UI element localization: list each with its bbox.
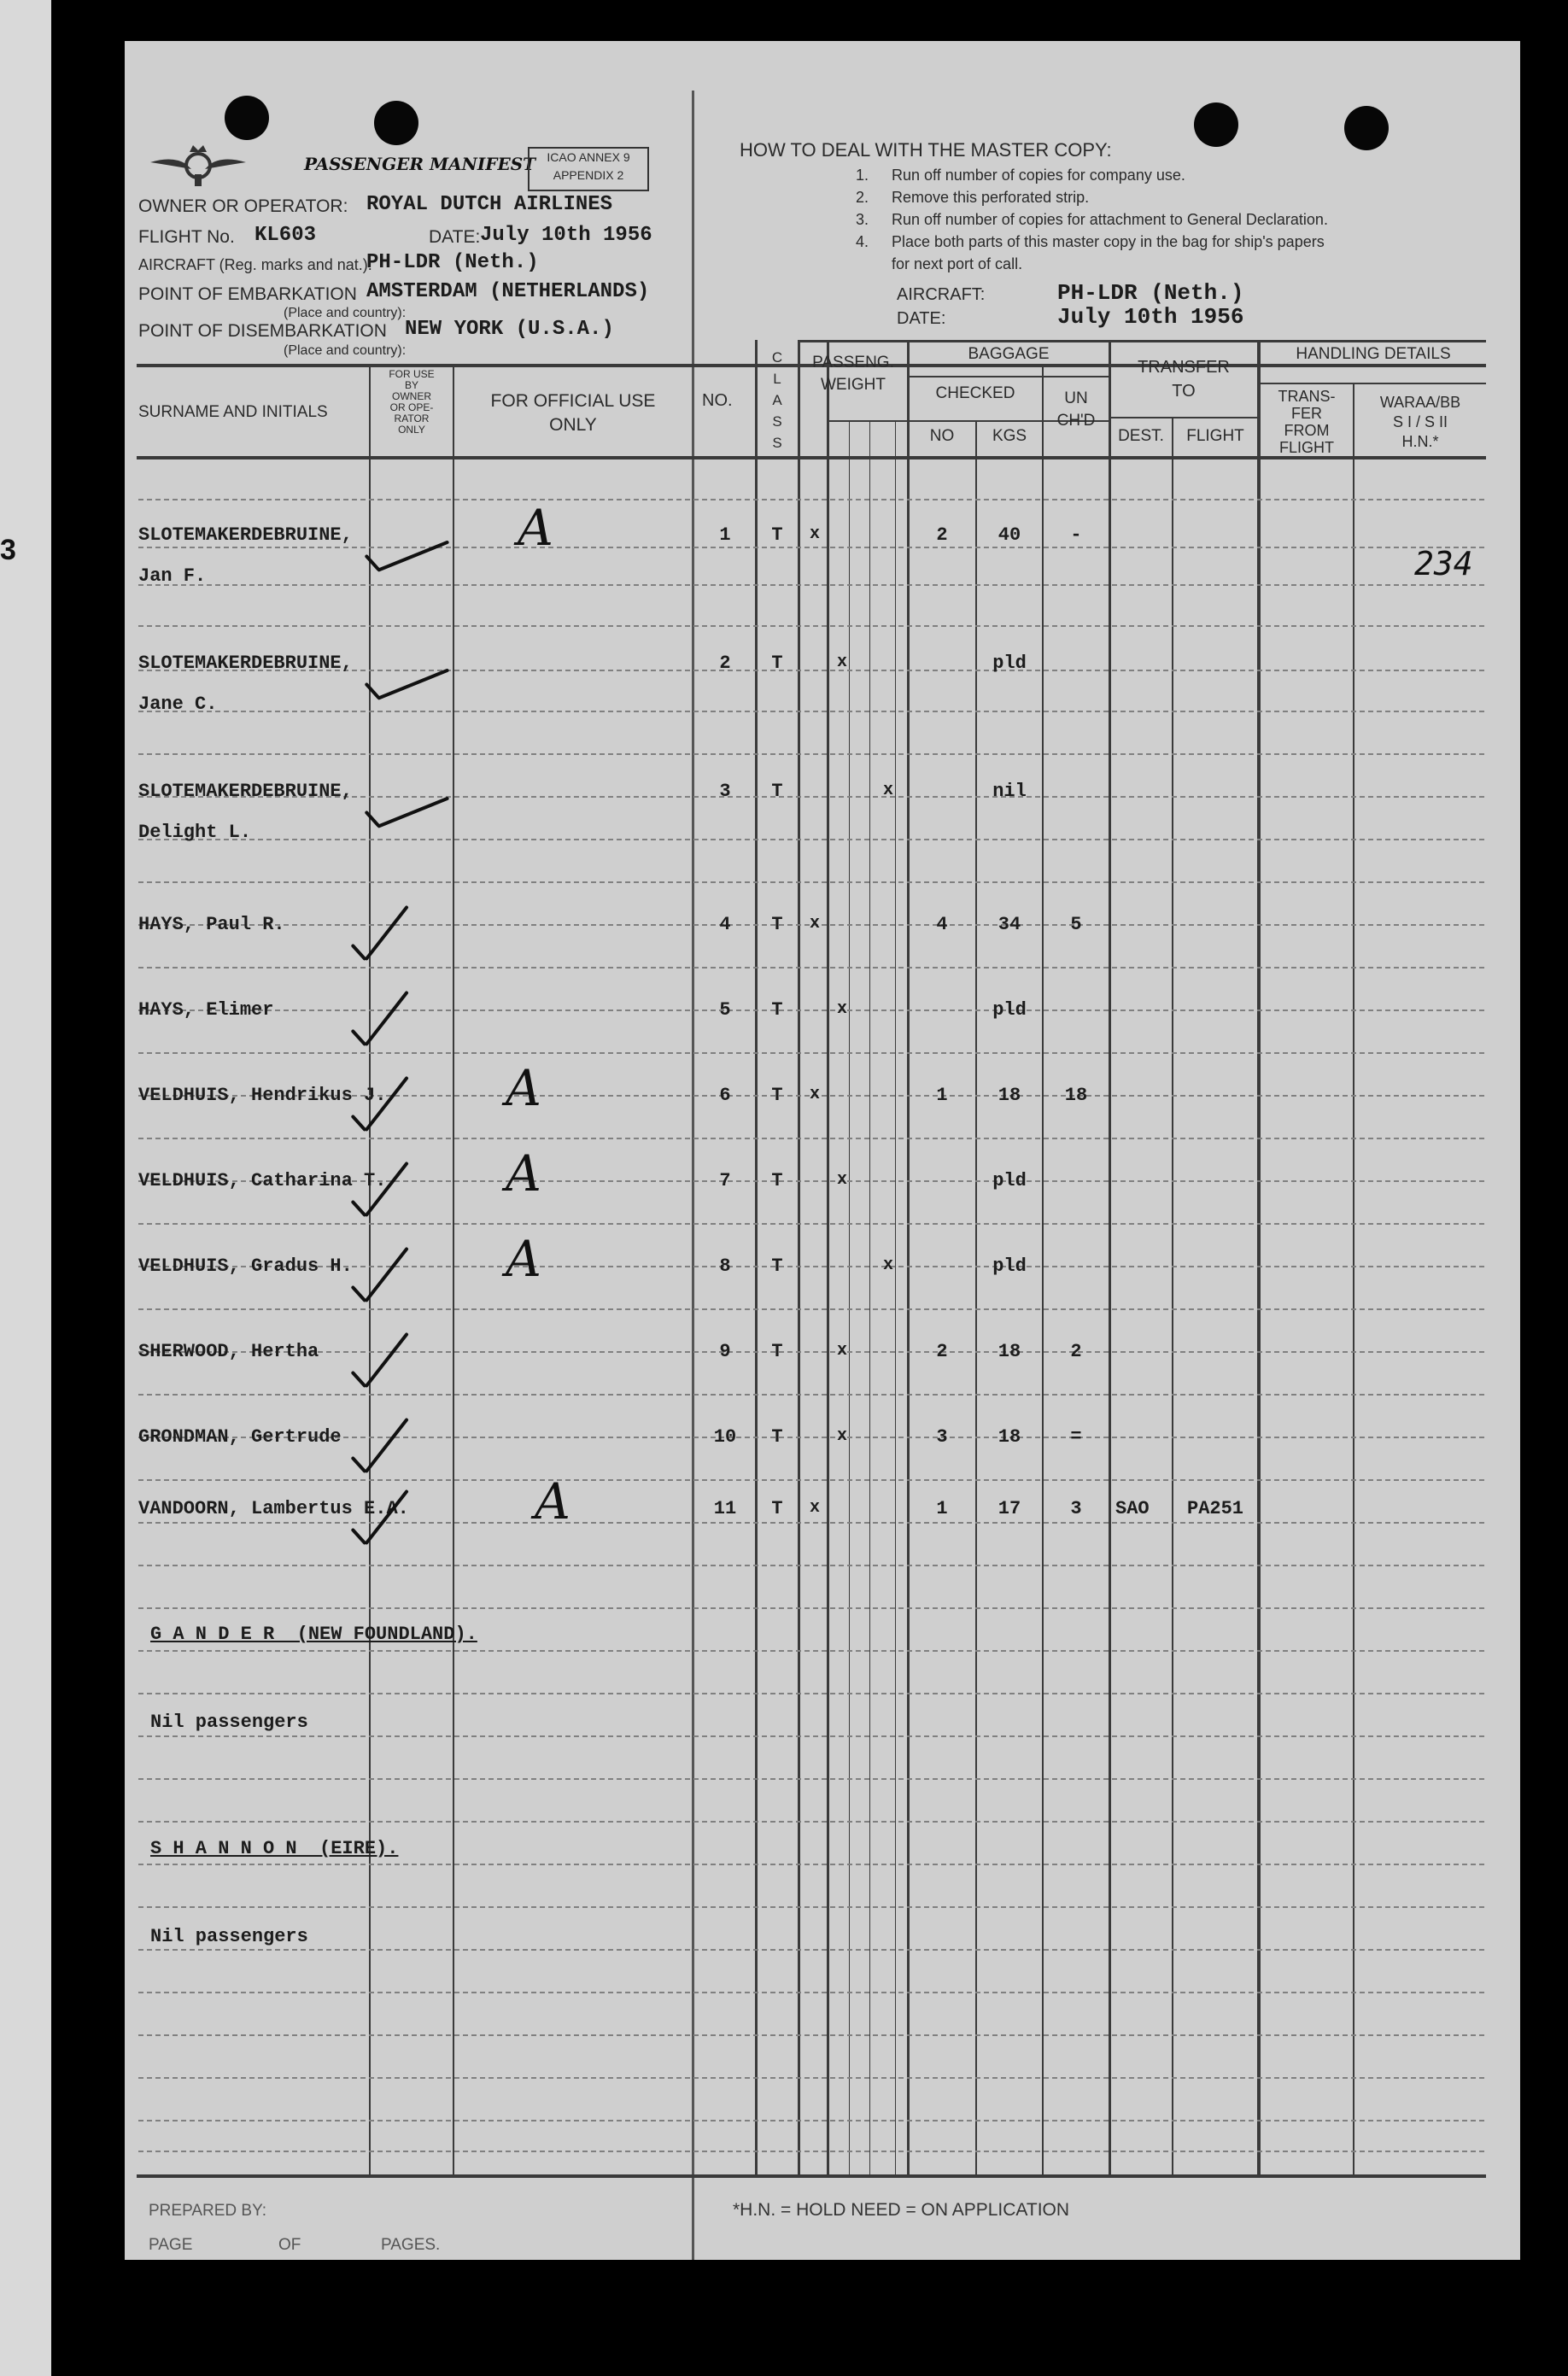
subheader-line xyxy=(1257,383,1486,384)
col-line xyxy=(798,340,800,2176)
col-line xyxy=(1172,417,1173,2176)
passenger-name: VELDHUIS, Catharina T. xyxy=(138,1170,387,1191)
col-kgs: KGS xyxy=(992,427,1027,445)
col-line xyxy=(869,420,870,2176)
col-waraa xyxy=(1354,393,1486,452)
col-class-letter: C xyxy=(771,349,783,366)
icao-line-1: ICAO ANNEX 9 xyxy=(547,150,630,164)
bag-kgs: pld xyxy=(992,999,1027,1021)
stop-gander-note: Nil passengers xyxy=(150,1712,308,1733)
bag-kgs: 17 xyxy=(998,1498,1021,1519)
passenger-class: T xyxy=(771,1255,783,1277)
col-unchd-line: CH'D xyxy=(1056,412,1096,430)
col-line xyxy=(755,340,758,2176)
col-official xyxy=(454,389,692,437)
passenger-no: 8 xyxy=(719,1255,731,1277)
col-unchd-line: UN xyxy=(1064,389,1088,407)
stop-gander: G A N D E R (NEW FOUNDLAND). xyxy=(150,1624,477,1645)
passenger-class: T xyxy=(771,1170,783,1191)
passenger-weight-mark: x xyxy=(810,1498,821,1518)
passenger-name: SLOTEMAKERDEBRUINE, xyxy=(138,653,353,674)
check-stroke-icon xyxy=(364,1332,408,1389)
passenger-weight-mark: x xyxy=(883,781,894,800)
passenger-class: T xyxy=(771,1426,783,1448)
left-margin-strip xyxy=(0,0,51,2376)
col-dest: DEST. xyxy=(1118,427,1164,445)
col-class-letter: A xyxy=(772,392,782,408)
row-guide xyxy=(138,2120,1484,2121)
row-guide xyxy=(138,499,1484,500)
row-guide xyxy=(138,1650,1484,1652)
punch-hole-icon xyxy=(1344,106,1389,150)
col-transfer-line: TRANSFER xyxy=(1138,358,1230,377)
check-stroke-icon xyxy=(364,1247,408,1303)
row-guide xyxy=(138,1735,1484,1737)
subheader-line xyxy=(1109,417,1257,418)
row-guide xyxy=(138,1821,1484,1823)
bag-kgs: 34 xyxy=(998,914,1021,935)
row-guide xyxy=(138,1864,1484,1865)
hold-need-note: *H.N. = HOLD NEED = ON APPLICATION xyxy=(733,2200,1070,2220)
instr-date-value: July 10th 1956 xyxy=(1057,304,1244,330)
passenger-no: 10 xyxy=(713,1426,737,1448)
row-guide xyxy=(138,625,1484,627)
passenger-class: T xyxy=(771,524,783,546)
row-guide xyxy=(138,967,1484,969)
row-guide xyxy=(138,2151,1484,2152)
bag-kgs: pld xyxy=(992,1170,1027,1191)
col-waraa-line: WARAA/BB xyxy=(1379,394,1461,411)
klm-crown-logo-icon xyxy=(147,143,249,190)
col-transfer-from-line: FER xyxy=(1291,405,1322,422)
passenger-weight-mark: x xyxy=(810,1085,821,1104)
bag-count: 1 xyxy=(936,1498,948,1519)
stop-shannon-note: Nil passengers xyxy=(150,1926,308,1947)
col-line xyxy=(827,340,829,2176)
col-line xyxy=(1109,340,1111,2176)
date-value: July 10th 1956 xyxy=(480,224,652,247)
instr-aircraft-label: AIRCRAFT: xyxy=(897,285,986,304)
icao-box xyxy=(528,147,649,191)
bag-count: 1 xyxy=(936,1085,948,1106)
col-line xyxy=(1042,366,1044,2176)
row-guide xyxy=(138,1308,1484,1310)
col-line xyxy=(849,420,850,2176)
flight-value: KL603 xyxy=(255,224,317,247)
bag-unchecked: - xyxy=(1070,524,1082,546)
date-label: DATE: xyxy=(429,227,481,247)
instruction-item: 1. Run off number of copies for company use. xyxy=(856,167,1185,184)
col-transfer-from xyxy=(1261,388,1353,456)
bag-count: 2 xyxy=(936,1341,948,1362)
row-guide xyxy=(138,1351,1484,1353)
col-bag-no: NO xyxy=(929,427,955,445)
col-owner-use-line: OR OPE- xyxy=(389,401,434,413)
row-guide xyxy=(138,1522,1484,1524)
bag-kgs: pld xyxy=(992,1255,1027,1277)
transfer-flight: PA251 xyxy=(1187,1498,1244,1519)
col-class-letter: L xyxy=(773,371,781,387)
bag-count: 3 xyxy=(936,1426,948,1448)
passenger-name: GRONDMAN, Gertrude xyxy=(138,1426,342,1448)
bag-count: 4 xyxy=(936,914,948,935)
passenger-weight-mark: x xyxy=(837,653,848,672)
col-line xyxy=(907,340,910,2176)
owner-label: OWNER OR OPERATOR: xyxy=(138,196,348,216)
col-official-line: ONLY xyxy=(549,415,597,435)
passenger-name: SLOTEMAKERDEBRUINE, xyxy=(138,524,353,546)
passenger-name: SHERWOOD, Hertha xyxy=(138,1341,319,1362)
table-bottom-line xyxy=(137,2174,1486,2178)
col-waraa-line: H.N.* xyxy=(1401,433,1439,450)
passenger-weight-mark: x xyxy=(883,1255,894,1275)
col-checked: CHECKED xyxy=(935,384,1015,402)
instr-aircraft-value: PH-LDR (Neth.) xyxy=(1057,280,1244,306)
passenger-initials: Jan F. xyxy=(138,565,207,587)
transfer-dest: SAO xyxy=(1115,1498,1150,1519)
col-transfer-line: TO xyxy=(1172,382,1196,401)
bag-unchecked: 3 xyxy=(1070,1498,1082,1519)
passenger-class: T xyxy=(771,1085,783,1106)
col-owner-use xyxy=(371,369,453,436)
disembarkation-value: NEW YORK (U.S.A.) xyxy=(405,318,614,341)
instruction-item: for next port of call. xyxy=(892,255,1023,272)
col-transfer-from-line: FROM xyxy=(1284,422,1330,439)
row-guide xyxy=(138,547,1484,548)
row-guide xyxy=(138,1565,1484,1566)
handwritten-mark: A xyxy=(535,1472,570,1530)
passenger-no: 4 xyxy=(719,914,731,935)
col-passeng-line: WEIGHT xyxy=(821,376,886,394)
passenger-no: 7 xyxy=(719,1170,731,1191)
bag-unchecked: 18 xyxy=(1064,1085,1088,1106)
row-guide xyxy=(138,1607,1484,1609)
row-guide xyxy=(138,1693,1484,1694)
instr-date-label: DATE: xyxy=(897,309,946,328)
passenger-initials: Delight L. xyxy=(138,822,252,843)
passenger-class: T xyxy=(771,1498,783,1519)
table-header-bottom-line xyxy=(137,456,1486,459)
col-transfer xyxy=(1110,355,1257,403)
col-official-line: FOR OFFICIAL USE xyxy=(490,391,656,411)
passenger-name: HAYS, Elimer xyxy=(138,999,274,1021)
passenger-no: 3 xyxy=(719,781,731,802)
passenger-weight-mark: x xyxy=(837,999,848,1019)
footer-of: OF xyxy=(278,2236,301,2254)
passenger-class: T xyxy=(771,999,783,1021)
col-owner-use-line: OWNER xyxy=(392,390,431,402)
disembarkation-hint: (Place and country): xyxy=(284,343,407,358)
punch-hole-icon xyxy=(225,96,269,140)
passenger-class: T xyxy=(771,914,783,935)
row-guide xyxy=(138,1479,1484,1481)
prepared-by: PREPARED BY: xyxy=(149,2202,266,2220)
row-guide xyxy=(138,584,1484,586)
row-guide xyxy=(138,1394,1484,1396)
bag-unchecked: 2 xyxy=(1070,1341,1082,1362)
row-guide xyxy=(138,2077,1484,2079)
handwritten-mark: A xyxy=(506,1059,541,1117)
col-passeng-weight xyxy=(799,352,907,396)
check-stroke-icon xyxy=(364,1418,408,1474)
col-line xyxy=(895,420,896,2176)
passenger-weight-mark: x xyxy=(810,914,821,933)
passenger-weight-mark: x xyxy=(837,1426,848,1446)
embarkation-value: AMSTERDAM (NETHERLANDS) xyxy=(366,280,650,303)
punch-hole-icon xyxy=(1194,102,1238,147)
flight-label: FLIGHT No. xyxy=(138,227,235,247)
col-handling: HANDLING DETAILS xyxy=(1296,345,1451,363)
stop-shannon: S H A N N O N (EIRE). xyxy=(150,1838,399,1859)
passenger-weight-mark: x xyxy=(810,524,821,544)
col-owner-use-line: ONLY xyxy=(398,424,425,436)
col-waraa-line: S I / S II xyxy=(1392,413,1448,430)
subheader-line xyxy=(907,376,1109,377)
bag-kgs: 40 xyxy=(998,524,1021,546)
disembarkation-label: POINT OF DISEMBARKATION xyxy=(138,321,387,341)
bag-unchecked: = xyxy=(1070,1426,1082,1448)
passenger-weight-mark: x xyxy=(837,1341,848,1361)
instructions-list xyxy=(856,164,1328,275)
col-line xyxy=(453,364,454,2174)
passenger-initials: Jane C. xyxy=(138,693,218,715)
page-number: 234 xyxy=(1414,545,1473,582)
passenger-class: T xyxy=(771,781,783,802)
col-transfer-from-line: FLIGHT xyxy=(1278,439,1334,456)
passenger-name: SLOTEMAKERDEBRUINE, xyxy=(138,781,353,802)
bag-kgs: nil xyxy=(992,781,1027,802)
instruction-item: 3. Run off number of copies for attachment to General Declaration. xyxy=(856,211,1328,228)
aircraft-value: PH-LDR (Neth.) xyxy=(366,251,539,274)
col-class xyxy=(758,347,796,454)
manifest-sheet xyxy=(125,41,1520,2260)
handwritten-mark: A xyxy=(506,1144,541,1203)
col-no: NO. xyxy=(702,391,733,410)
col-transfer-from-line: TRANS- xyxy=(1278,388,1336,405)
handwritten-mark: A xyxy=(518,499,553,557)
aircraft-label: AIRCRAFT (Reg. marks and nat.): xyxy=(138,256,372,273)
instruction-item: 2. Remove this perforated strip. xyxy=(856,189,1090,206)
row-guide xyxy=(138,881,1484,883)
passenger-name: HAYS, Paul R. xyxy=(138,914,285,935)
row-guide xyxy=(138,1138,1484,1139)
passenger-no: 6 xyxy=(719,1085,731,1106)
row-guide xyxy=(138,1010,1484,1011)
col-owner-use-line: RATOR xyxy=(394,413,430,424)
row-guide xyxy=(138,1052,1484,1054)
passenger-no: 9 xyxy=(719,1341,731,1362)
embarkation-hint: (Place and country): xyxy=(284,306,407,320)
instructions-title: HOW TO DEAL WITH THE MASTER COPY: xyxy=(740,139,1112,161)
footer-page: PAGE xyxy=(149,2236,193,2254)
passenger-class: T xyxy=(771,1341,783,1362)
passenger-name: VANDOORN, Lambertus E.A. xyxy=(138,1498,409,1519)
edge-mark: 3 xyxy=(0,534,16,566)
row-guide xyxy=(138,1223,1484,1225)
col-owner-use-line: FOR USE xyxy=(389,368,435,380)
owner-value: ROYAL DUTCH AIRLINES xyxy=(366,193,613,216)
check-stroke-icon xyxy=(377,540,449,571)
row-guide xyxy=(138,839,1484,840)
row-guide xyxy=(138,1949,1484,1951)
col-line xyxy=(975,420,977,2176)
punch-hole-icon xyxy=(374,101,418,145)
col-class-letter: S xyxy=(772,413,782,430)
col-passeng-line: PASSENG. xyxy=(812,354,894,372)
row-guide xyxy=(138,753,1484,755)
icao-line-2: APPENDIX 2 xyxy=(553,168,624,182)
col-class-letter: S xyxy=(772,435,782,451)
header-divider xyxy=(692,91,694,2260)
row-guide xyxy=(138,1778,1484,1780)
passenger-no: 11 xyxy=(713,1498,737,1519)
col-unchd xyxy=(1044,388,1109,432)
instruction-item: 4. Place both parts of this master copy in the bag for ship's papers xyxy=(856,233,1325,250)
manifest-title: PASSENGER MANIFEST xyxy=(304,154,536,174)
row-guide xyxy=(138,1906,1484,1908)
check-stroke-icon xyxy=(377,796,449,828)
passenger-weight-mark: x xyxy=(837,1170,848,1190)
col-baggage: BAGGAGE xyxy=(968,345,1050,363)
bag-kgs: pld xyxy=(992,653,1027,674)
bag-unchecked: 5 xyxy=(1070,914,1082,935)
check-stroke-icon xyxy=(364,991,408,1047)
row-guide xyxy=(138,1992,1484,1993)
handwritten-mark: A xyxy=(506,1230,541,1288)
passenger-class: T xyxy=(771,653,783,674)
passenger-name: VELDHUIS, Gradus H. xyxy=(138,1255,353,1277)
check-stroke-icon xyxy=(377,668,449,699)
bag-count: 2 xyxy=(936,524,948,546)
col-surname: SURNAME AND INITIALS xyxy=(138,403,328,421)
embarkation-label: POINT OF EMBARKATION xyxy=(138,284,357,304)
row-guide xyxy=(138,2034,1484,2036)
row-guide xyxy=(138,711,1484,712)
passenger-no: 1 xyxy=(719,524,731,546)
subheader-line xyxy=(798,340,1486,342)
footer-pages: PAGES. xyxy=(381,2236,441,2254)
passenger-no: 5 xyxy=(719,999,731,1021)
check-stroke-icon xyxy=(364,905,408,962)
bag-kgs: 18 xyxy=(998,1426,1021,1448)
bag-kgs: 18 xyxy=(998,1085,1021,1106)
col-line xyxy=(369,364,371,2174)
col-line xyxy=(1257,340,1261,2176)
passenger-no: 2 xyxy=(719,653,731,674)
col-flight: FLIGHT xyxy=(1186,427,1244,445)
col-owner-use-line: BY xyxy=(404,379,418,391)
bag-kgs: 18 xyxy=(998,1341,1021,1362)
passenger-name: VELDHUIS, Hendrikus J. xyxy=(138,1085,387,1106)
